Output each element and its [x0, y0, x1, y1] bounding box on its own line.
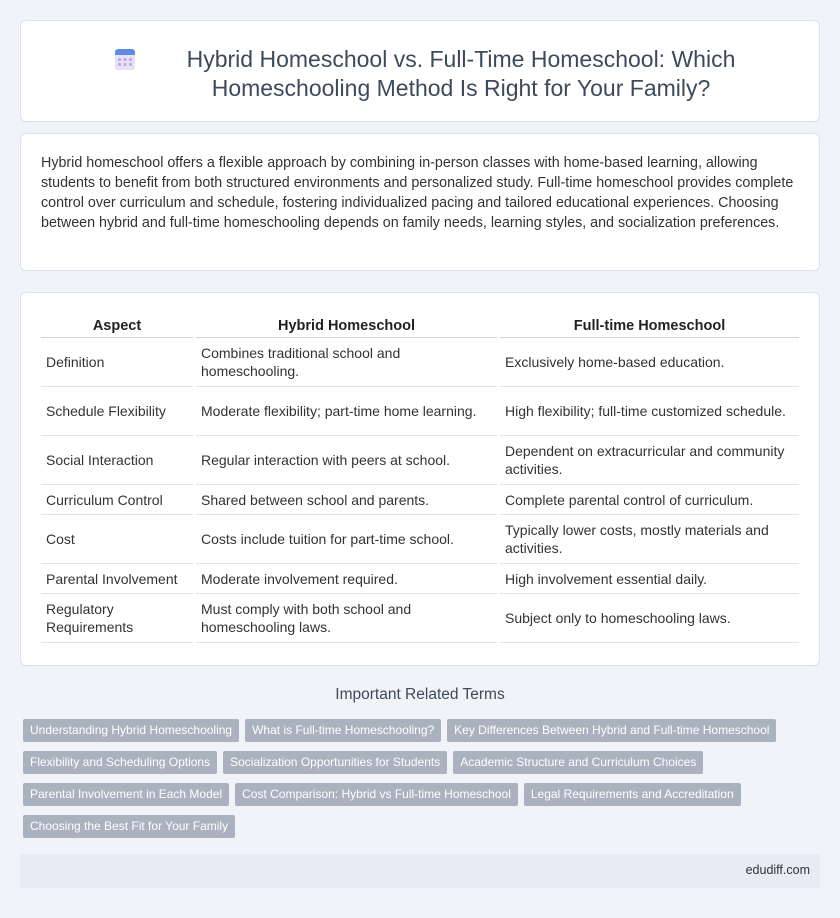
header-aspect: Aspect — [41, 313, 193, 338]
table-cell-hybrid: Must comply with both school and homeschooling laws. — [196, 594, 497, 643]
calendar-icon — [114, 47, 136, 71]
table-cell-fulltime: Exclusively home-based education. — [500, 338, 799, 387]
table-cell-hybrid: Moderate involvement required. — [196, 564, 497, 594]
table-cell-fulltime: Dependent on extracurricular and community activities. — [500, 436, 799, 485]
related-term-tag[interactable]: Understanding Hybrid Homeschooling — [23, 719, 239, 742]
table-cell-fulltime: Complete parental control of curriculum. — [500, 485, 799, 515]
table-cell-hybrid: Combines traditional school and homeschooling. — [196, 338, 497, 387]
table-row — [41, 594, 799, 643]
related-term-tag[interactable]: Key Differences Between Hybrid and Full-time Homeschool — [447, 719, 776, 742]
related-term-tag[interactable]: Parental Involvement in Each Model — [23, 783, 229, 806]
table-cell-fulltime: High flexibility; full-time customized schedule. — [500, 387, 799, 436]
table-cell-fulltime: High involvement essential daily. — [500, 564, 799, 594]
table-row — [41, 436, 799, 485]
table-cell-hybrid: Regular interaction with peers at school. — [196, 436, 497, 485]
related-term-tag[interactable]: Choosing the Best Fit for Your Family — [23, 815, 235, 838]
table-cell-hybrid: Moderate flexibility; part-time home learning. — [196, 387, 497, 436]
table-cell-hybrid: Shared between school and parents. — [196, 485, 497, 515]
table-cell-aspect: Regulatory Requirements — [41, 594, 193, 643]
comparison-table — [38, 313, 802, 643]
related-term-tag[interactable]: Flexibility and Scheduling Options — [23, 751, 217, 774]
table-header-row — [41, 313, 799, 338]
table-cell-aspect: Definition — [41, 338, 193, 387]
table-cell-fulltime: Typically lower costs, mostly materials and activities. — [500, 515, 799, 564]
table-cell-hybrid: Costs include tuition for part-time school. — [196, 515, 497, 564]
related-term-tag[interactable]: Cost Comparison: Hybrid vs Full-time Homeschool — [235, 783, 518, 806]
table-cell-fulltime: Subject only to homeschooling laws. — [500, 594, 799, 643]
related-term-tag[interactable]: Academic Structure and Curriculum Choices — [453, 751, 703, 774]
table-cell-aspect: Social Interaction — [41, 436, 193, 485]
intro-paragraph: Hybrid homeschool offers a flexible approach by combining in-person classes with home-based learning, allowing students to benefit from both structured environments and personalized study. Full-time homeschool provides complete control over curriculum and schedule, fostering individualized pacing and tailored educational experiences. Choosing between hybrid and full-time homeschooling depends on family needs, learning styles, and socialization preferences. — [41, 155, 794, 231]
header-fulltime: Full-time Homeschool — [500, 313, 799, 338]
table-row — [41, 338, 799, 387]
table-cell-aspect: Schedule Flexibility — [41, 387, 193, 436]
related-term-tag[interactable]: Socialization Opportunities for Students — [223, 751, 447, 774]
header-hybrid: Hybrid Homeschool — [196, 313, 497, 338]
related-term-tag[interactable]: What is Full-time Homeschooling? — [245, 719, 441, 742]
table-cell-aspect: Cost — [41, 515, 193, 564]
related-terms-list — [23, 719, 813, 838]
table-cell-aspect: Curriculum Control — [41, 485, 193, 515]
title-card — [20, 20, 820, 122]
footer-site-link[interactable]: edudiff.com — [745, 863, 810, 877]
footer-bar — [20, 854, 820, 888]
intro-card — [20, 133, 820, 271]
table-row — [41, 485, 799, 515]
related-term-tag[interactable]: Legal Requirements and Accreditation — [524, 783, 741, 806]
table-cell-aspect: Parental Involvement — [41, 564, 193, 594]
table-row — [41, 387, 799, 436]
comparison-card — [20, 292, 820, 666]
related-terms-heading: Important Related Terms — [335, 686, 505, 703]
table-row — [41, 564, 799, 594]
page-title: Hybrid Homeschool vs. Full-Time Homeschool: Which Homeschooling Method Is Right for Your Family? — [186, 46, 736, 101]
table-row — [41, 515, 799, 564]
